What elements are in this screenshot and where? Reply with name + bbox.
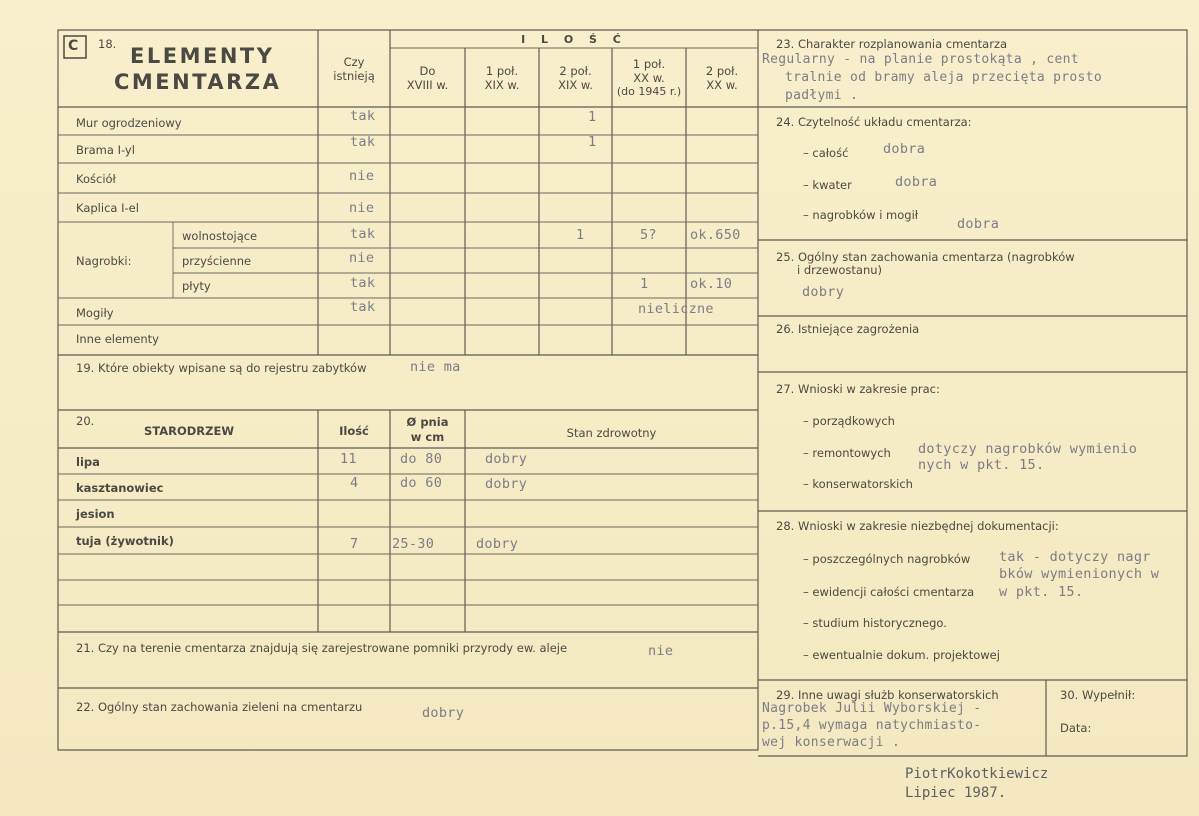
col4-header-3: (do 1945 r.): [616, 85, 682, 98]
col3-header-1: 2 poł.: [559, 64, 592, 78]
section-29-line-3: wej konserwacji .: [762, 735, 901, 750]
section-29-line-2: p.15,4 wymaga natychmiasto-: [762, 718, 982, 733]
exists-przyscienne: nie: [349, 250, 375, 266]
exists-plyty: tak: [350, 275, 376, 291]
section-21-value: nie: [648, 643, 674, 659]
tree-qty-kasztanowiec: 4: [350, 475, 359, 491]
tree-qty-lipa: 11: [340, 451, 357, 467]
qty-wolnostojace-2pol20: ok.650: [690, 227, 741, 243]
exists-kaplica: nie: [349, 200, 375, 216]
section-24-value-1: dobra: [883, 141, 926, 157]
section-27-label: 27. Wnioski w zakresie prac:: [776, 382, 940, 396]
section-30-label: 30. Wypełnił:: [1060, 688, 1136, 702]
row-label-mur: Mur ogrodzeniowy: [76, 116, 182, 130]
col3-header-2: XIX w.: [558, 78, 593, 92]
section-27-value-2a: dotyczy nagrobków wymienio: [918, 441, 1138, 457]
col2-header-1: 1 poł.: [485, 64, 519, 78]
exists-mogily: tak: [350, 299, 376, 315]
section-23-label: 23. Charakter rozplanowania cmentarza: [776, 37, 1008, 51]
section-24-label: 24. Czytelność układu cmentarza:: [776, 115, 972, 129]
row-label-inne: Inne elementy: [76, 332, 159, 346]
tree-name-kasztanowiec: kasztanowiec: [76, 481, 164, 495]
section-30-date-label: Data:: [1060, 721, 1092, 735]
section-24-value-2: dobra: [895, 174, 938, 190]
tree-diam-tuja: 25-30: [392, 536, 435, 552]
section-18-number: 18.: [98, 37, 117, 51]
col2-header-2: XIX w.: [484, 78, 520, 92]
section-19-label: 19. Które obiekty wpisane są do rejestru zabytków: [76, 361, 367, 375]
section-29-label: 29. Inne uwagi służb konserwatorskich: [776, 688, 999, 702]
section-25-value: dobry: [802, 284, 845, 300]
exists-mur: tak: [350, 108, 376, 124]
section-25-label-1: 25. Ogólny stan zachowania cmentarza (nagrobków: [776, 250, 1075, 264]
section-22-label: 22. Ogólny stan zachowania zieleni na cmentarzu: [76, 700, 363, 714]
tree-name-tuja: tuja (żywotnik): [76, 534, 174, 548]
col-exists-header-2: istnieją: [333, 69, 375, 83]
section-28-value-1a: tak - dotyczy nagr: [999, 549, 1151, 565]
tree-diam-kasztanowiec: do 60: [400, 475, 443, 491]
section-27-value-2b: nych w pkt. 15.: [918, 457, 1045, 473]
section-18-title-2: CMENTARZA: [114, 70, 282, 94]
section-18-title-1: ELEMENTY: [130, 44, 275, 68]
exists-kosciol: nie: [349, 168, 375, 184]
row-label-kosciol: Kościół: [76, 172, 116, 186]
section-22-value: dobry: [422, 705, 465, 721]
qty-mogily: nieliczne: [638, 301, 714, 317]
col-diam-header-1: Ø pnia: [406, 415, 449, 429]
row-label-plyty: płyty: [182, 279, 211, 293]
tree-name-jesion: jesion: [76, 507, 115, 521]
section-23-line-3: padłymi .: [785, 88, 859, 103]
col-qty-header: Ilość: [339, 424, 369, 438]
section-29-line-1: Nagrobek Julii Wyborskiej -: [762, 701, 982, 716]
qty-mur-2pol19: 1: [588, 109, 597, 125]
section-23-line-1: Regularny - na planie prostokąta , cent: [762, 52, 1079, 67]
section-28-item-4: – ewentualnie dokum. projektowej: [803, 648, 1000, 662]
section-27-item-3: – konserwatorskich: [803, 477, 913, 491]
qty-plyty-1pol20: 1: [640, 276, 649, 292]
section-24-item-3: – nagrobków i mogił: [803, 208, 919, 222]
tree-name-lipa: lipa: [76, 455, 100, 469]
row-label-przyscienne: przyścienne: [182, 254, 252, 268]
col5-header-1: 2 poł.: [705, 64, 739, 78]
col-exists-header-1: Czy: [343, 55, 365, 69]
col1-header-2: XVIII w.: [406, 78, 449, 92]
section-28-item-2: – ewidencji całości cmentarza: [803, 585, 975, 599]
tree-health-tuja: dobry: [476, 536, 519, 552]
section-27-item-2: – remontowych: [803, 446, 891, 460]
section-28-item-1: – poszczególnych nagrobków: [803, 552, 971, 566]
tree-health-lipa: dobry: [485, 451, 528, 467]
section-20-number: 20.: [76, 414, 95, 428]
box-letter: C: [68, 38, 79, 54]
col-diam-header-2: w cm: [410, 430, 445, 444]
exists-wolnostojace: tak: [350, 226, 376, 242]
row-label-mogily: Mogiły: [76, 306, 114, 320]
row-label-brama: Brama I-yl: [76, 143, 135, 157]
signature-date: Lipiec 1987.: [905, 785, 1007, 801]
col4-header-2: XX w.: [633, 71, 665, 85]
col1-header-1: Do: [419, 64, 436, 78]
col-health-header: Stan zdrowotny: [566, 426, 657, 440]
col4-header-1: 1 poł.: [632, 57, 666, 71]
section-24-item-2: – kwater: [803, 178, 852, 192]
row-label-wolnostojace: wolnostojące: [182, 229, 258, 243]
section-28-item-3: – studium historycznego.: [803, 616, 947, 630]
section-21-label: 21. Czy na terenie cmentarza znajdują się zarejestrowane pomniki przyrody ew. aleje: [76, 641, 568, 655]
section-20-title: STARODRZEW: [144, 424, 235, 438]
section-24-value-3: dobra: [957, 216, 1000, 232]
nagrobki-label: Nagrobki:: [76, 254, 132, 268]
section-27-item-1: – porządkowych: [803, 414, 895, 428]
qty-brama-2pol19: 1: [588, 134, 597, 150]
quantity-group-header: I L O Ś Ć: [521, 33, 627, 46]
signature-name: PiotrKokotkiewicz: [905, 766, 1049, 782]
tree-diam-lipa: do 80: [400, 451, 443, 467]
section-28-label: 28. Wnioski w zakresie niezbędnej dokumentacji:: [776, 519, 1059, 533]
qty-plyty-2pol20: ok.10: [690, 276, 733, 292]
tree-qty-tuja: 7: [350, 536, 359, 552]
qty-wolnostojace-1pol20: 5?: [640, 227, 657, 243]
col5-header-2: XX w.: [706, 78, 738, 92]
tree-health-kasztanowiec: dobry: [485, 476, 528, 492]
section-25-label-2: i drzewostanu): [797, 263, 883, 277]
section-24-item-1: – całość: [803, 146, 849, 160]
section-19-value: nie ma: [410, 359, 461, 375]
row-label-kaplica: Kaplica I-el: [76, 201, 139, 215]
qty-wolnostojace-2pol19: 1: [576, 227, 585, 243]
section-28-value-1b: bków wymienionych w: [999, 566, 1160, 582]
exists-brama: tak: [350, 134, 376, 150]
section-26-label: 26. Istniejące zagrożenia: [776, 322, 920, 336]
section-23-line-2: tralnie od bramy aleja przecięta prosto: [785, 70, 1102, 85]
section-28-value-2: w pkt. 15.: [999, 584, 1084, 600]
